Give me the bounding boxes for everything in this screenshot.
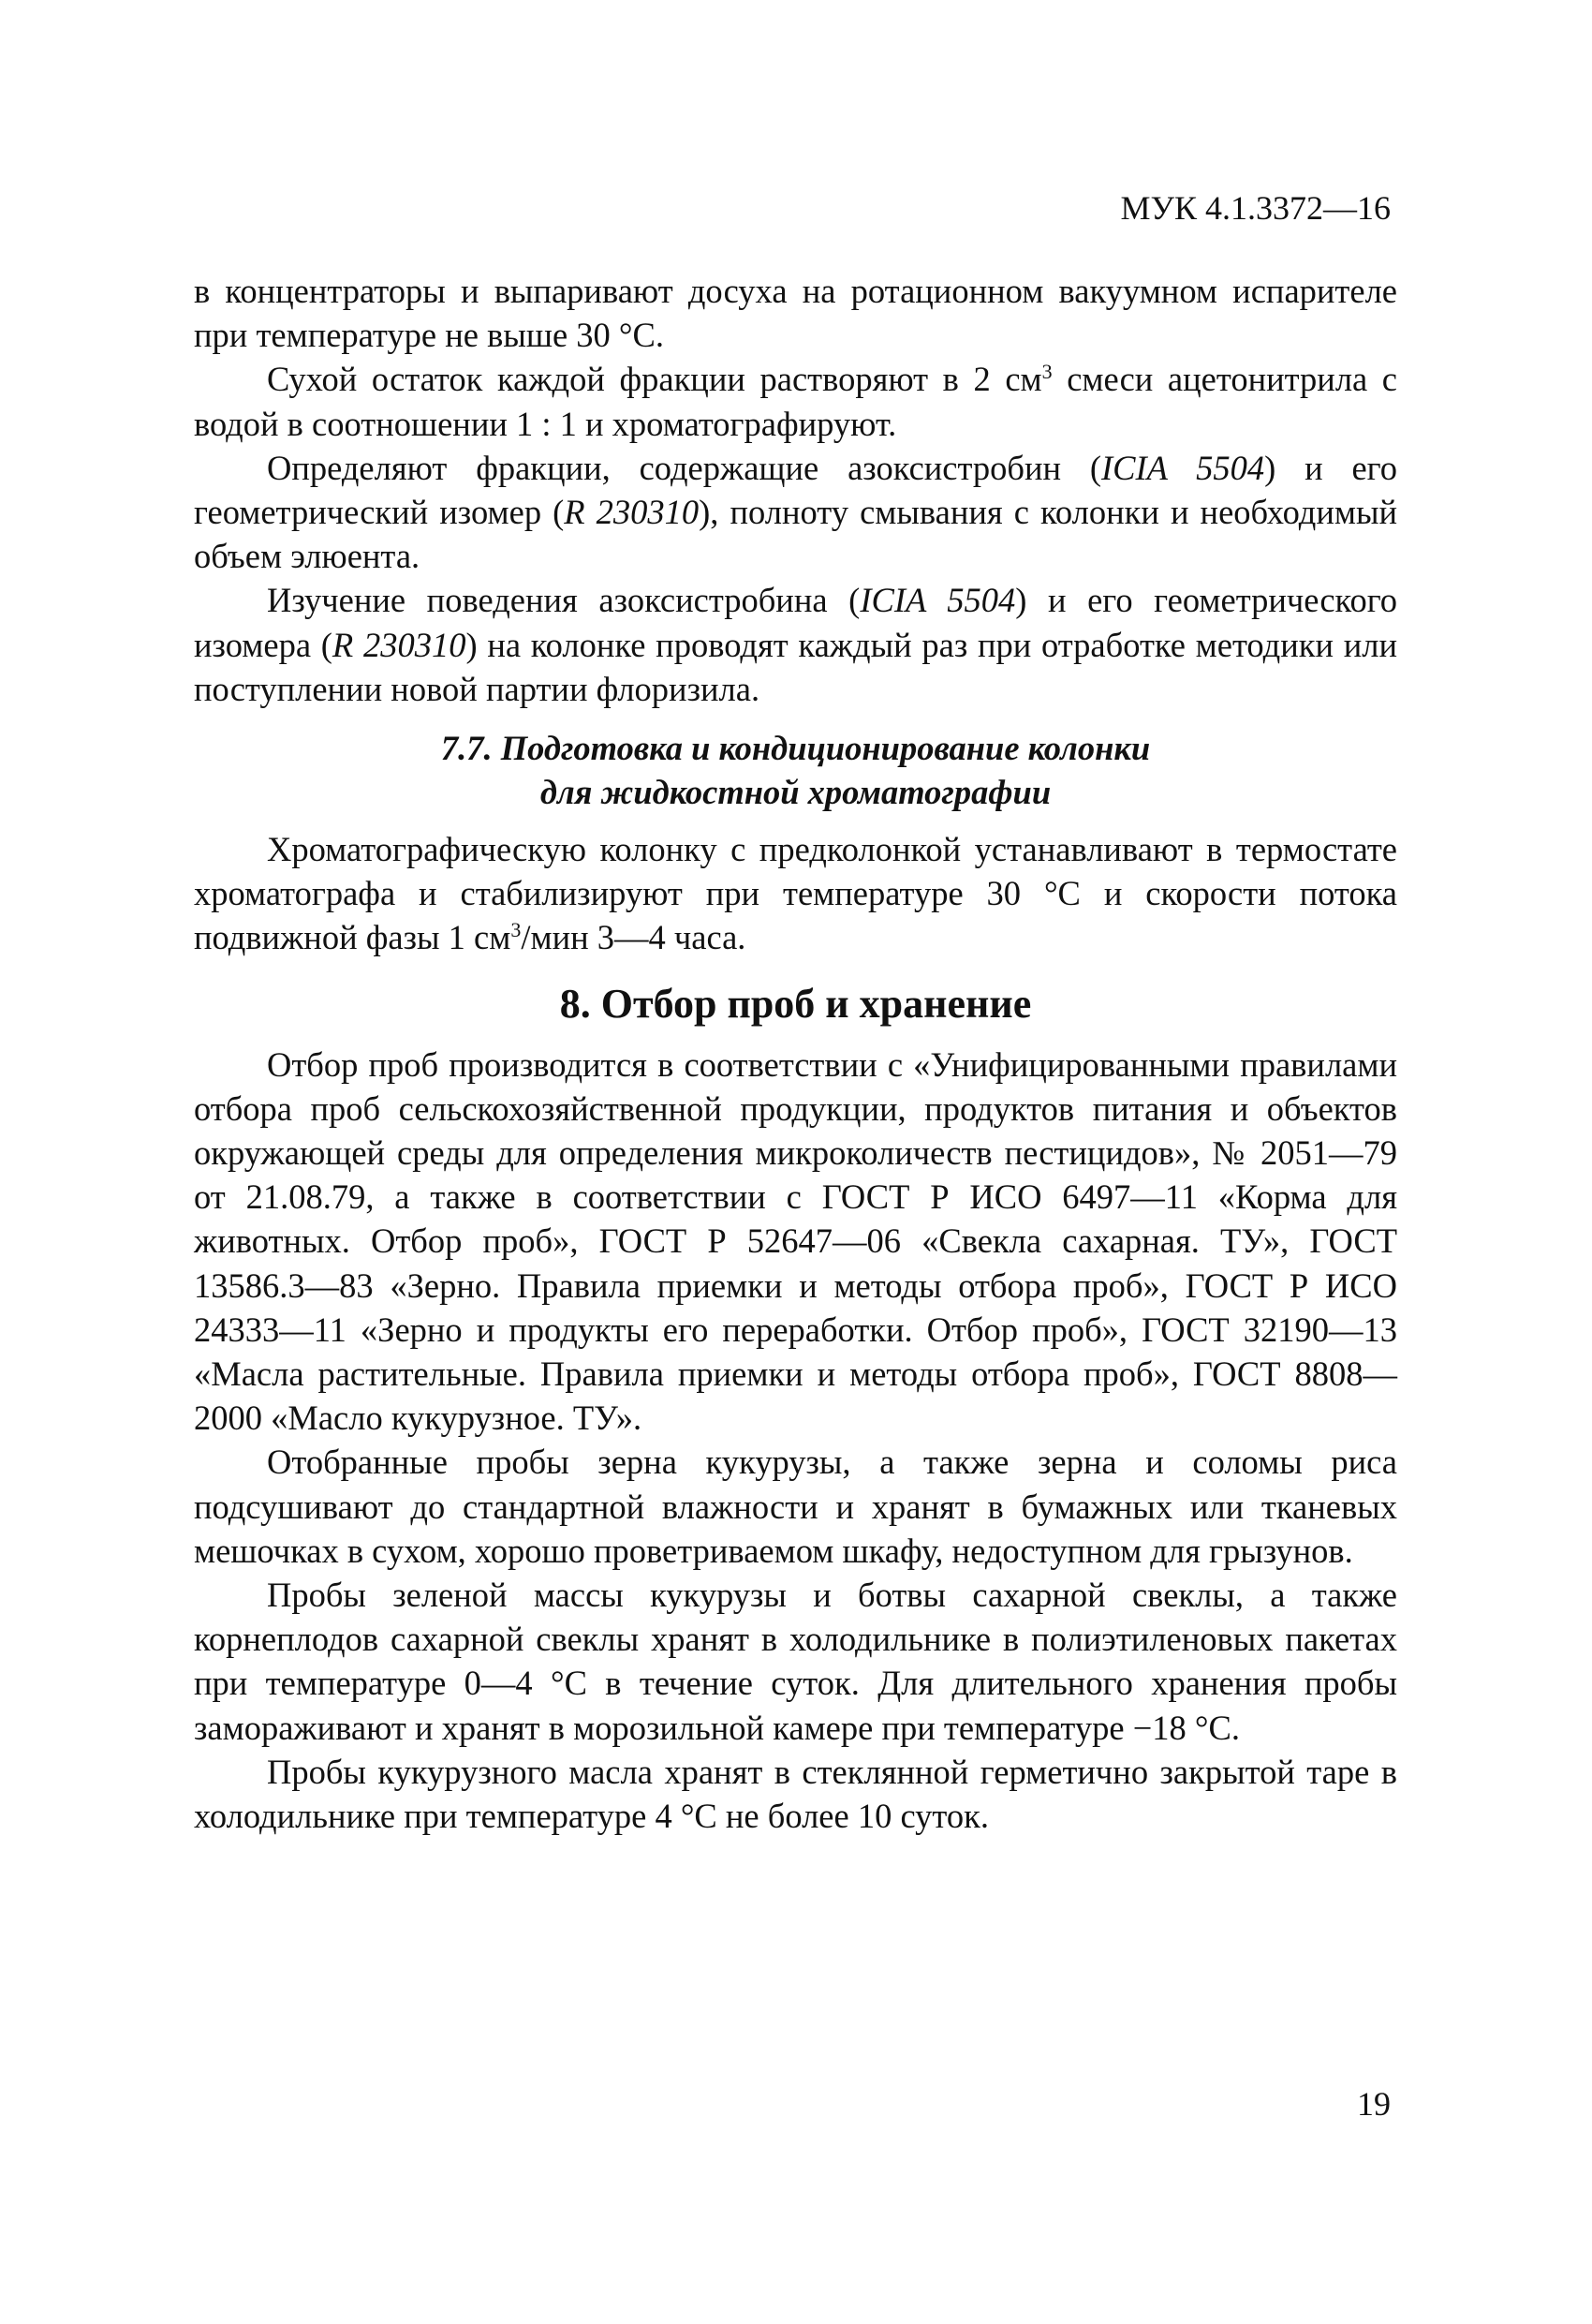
document-code: МУК 4.1.3372—16 — [1120, 189, 1391, 227]
superscript: 3 — [1041, 360, 1053, 384]
text-run: Определяют фракции, содержащие азоксистробин ( — [267, 448, 1102, 487]
paragraph-green-mass-storage: Пробы зеленой массы кукурузы и ботвы сахарной свеклы, а также корнеплодов сахарной свеклы хранят в холодильнике в полиэтиленовых пакетах при температуре 0—4 °С в течение суток. Для длительного хранения пробы замораживают и хранят в морозильной камере при температуре −18 °С. — [194, 1576, 1397, 1747]
text-run: Изучение поведения азоксистробина ( — [267, 581, 861, 620]
paragraph-sampling: Отбор проб производится в соответствии с «Унифицированными правилами отбора проб сельскохозяйственной продукции, продуктов питания и объектов окружающей среды для определения микроколичеств пестицидов», № 2051—79 от 21.08.79, а также в соответствии с ГОСТ Р ИСО 6497—11 «Корма для животных. Отбор проб», ГОСТ Р 52647—06 «Свекла сахарная. ТУ», ГОСТ 13586.3—83 «Зерно. Правила приемки и методы отбора проб», ГОСТ Р ИСО 24333—11 «Зерно и продукты его переработки. Отбор проб», ГОСТ 32190—13 «Масла растительные. Правила приемки и методы отбора проб», ГОСТ 8808—2000 «Масло кукурузное. ТУ». — [194, 1044, 1397, 1438]
subsection-heading-line: 7.7. Подготовка и кондиционирование колонки — [440, 729, 1151, 768]
paragraph-oil-storage: Пробы кукурузного масла хранят в стеклянной герметично закрытой таре в холодильнике при температуре 4 °С не более 10 суток. — [194, 1752, 1397, 1836]
section-heading: 8. Отбор проб и хранение — [559, 980, 1032, 1027]
superscript: 3 — [510, 918, 522, 942]
text-run: Хроматографическую колонку с предколонкой устанавливают в термостате хроматографа и стабилизируют при температуре 30 °С и скорости потока подвижной фазы 1 см — [194, 830, 1397, 957]
text-run: ), полноту смывания с колонки и необходимый объем элюента. — [194, 493, 1398, 576]
compound-code: R 230310 — [332, 625, 466, 664]
paragraph-column-setup — [194, 827, 1397, 960]
paragraph-column-behavior — [194, 578, 1397, 711]
compound-code: ICIA 5504 — [860, 581, 1016, 620]
subsection-heading — [194, 726, 1397, 814]
text-run: ) и его геометрический изомер ( — [194, 448, 1397, 532]
page-content — [194, 269, 1397, 1838]
subsection-heading-line: для жидкостной хроматографии — [539, 773, 1052, 812]
page-number: 19 — [1357, 2085, 1391, 2123]
text-run: ) на колонке проводят каждый раз при отработке методики или поступлении новой партии флоризила. — [194, 625, 1398, 708]
compound-code: ICIA 5504 — [1101, 448, 1265, 487]
text-run: смеси ацетонитрила с водой в соотношении 1 : 1 и хроматографируют. — [194, 360, 1398, 443]
text-run: Сухой остаток каждой фракции растворяют в 2 см — [267, 360, 1042, 399]
paragraph-dry-residue — [194, 357, 1397, 445]
compound-code: R 230310 — [564, 493, 700, 532]
text-run: /мин 3—4 часа. — [521, 918, 746, 957]
paragraph-fractions — [194, 446, 1397, 579]
paragraph-grain-storage: Отобранные пробы зерна кукурузы, а также зерна и соломы риса подсушивают до стандартной влажности и хранят в бумажных или тканевых мешочках в сухом, хорошо проветриваемом шкафу, недоступном для грызунов. — [194, 1443, 1397, 1570]
paragraph-continued: в концентраторы и выпаривают досуха на ротационном вакуумном испарителе при температуре не выше 30 °С. — [194, 272, 1397, 355]
text-run: ) и его геометрического изомера ( — [194, 581, 1398, 664]
